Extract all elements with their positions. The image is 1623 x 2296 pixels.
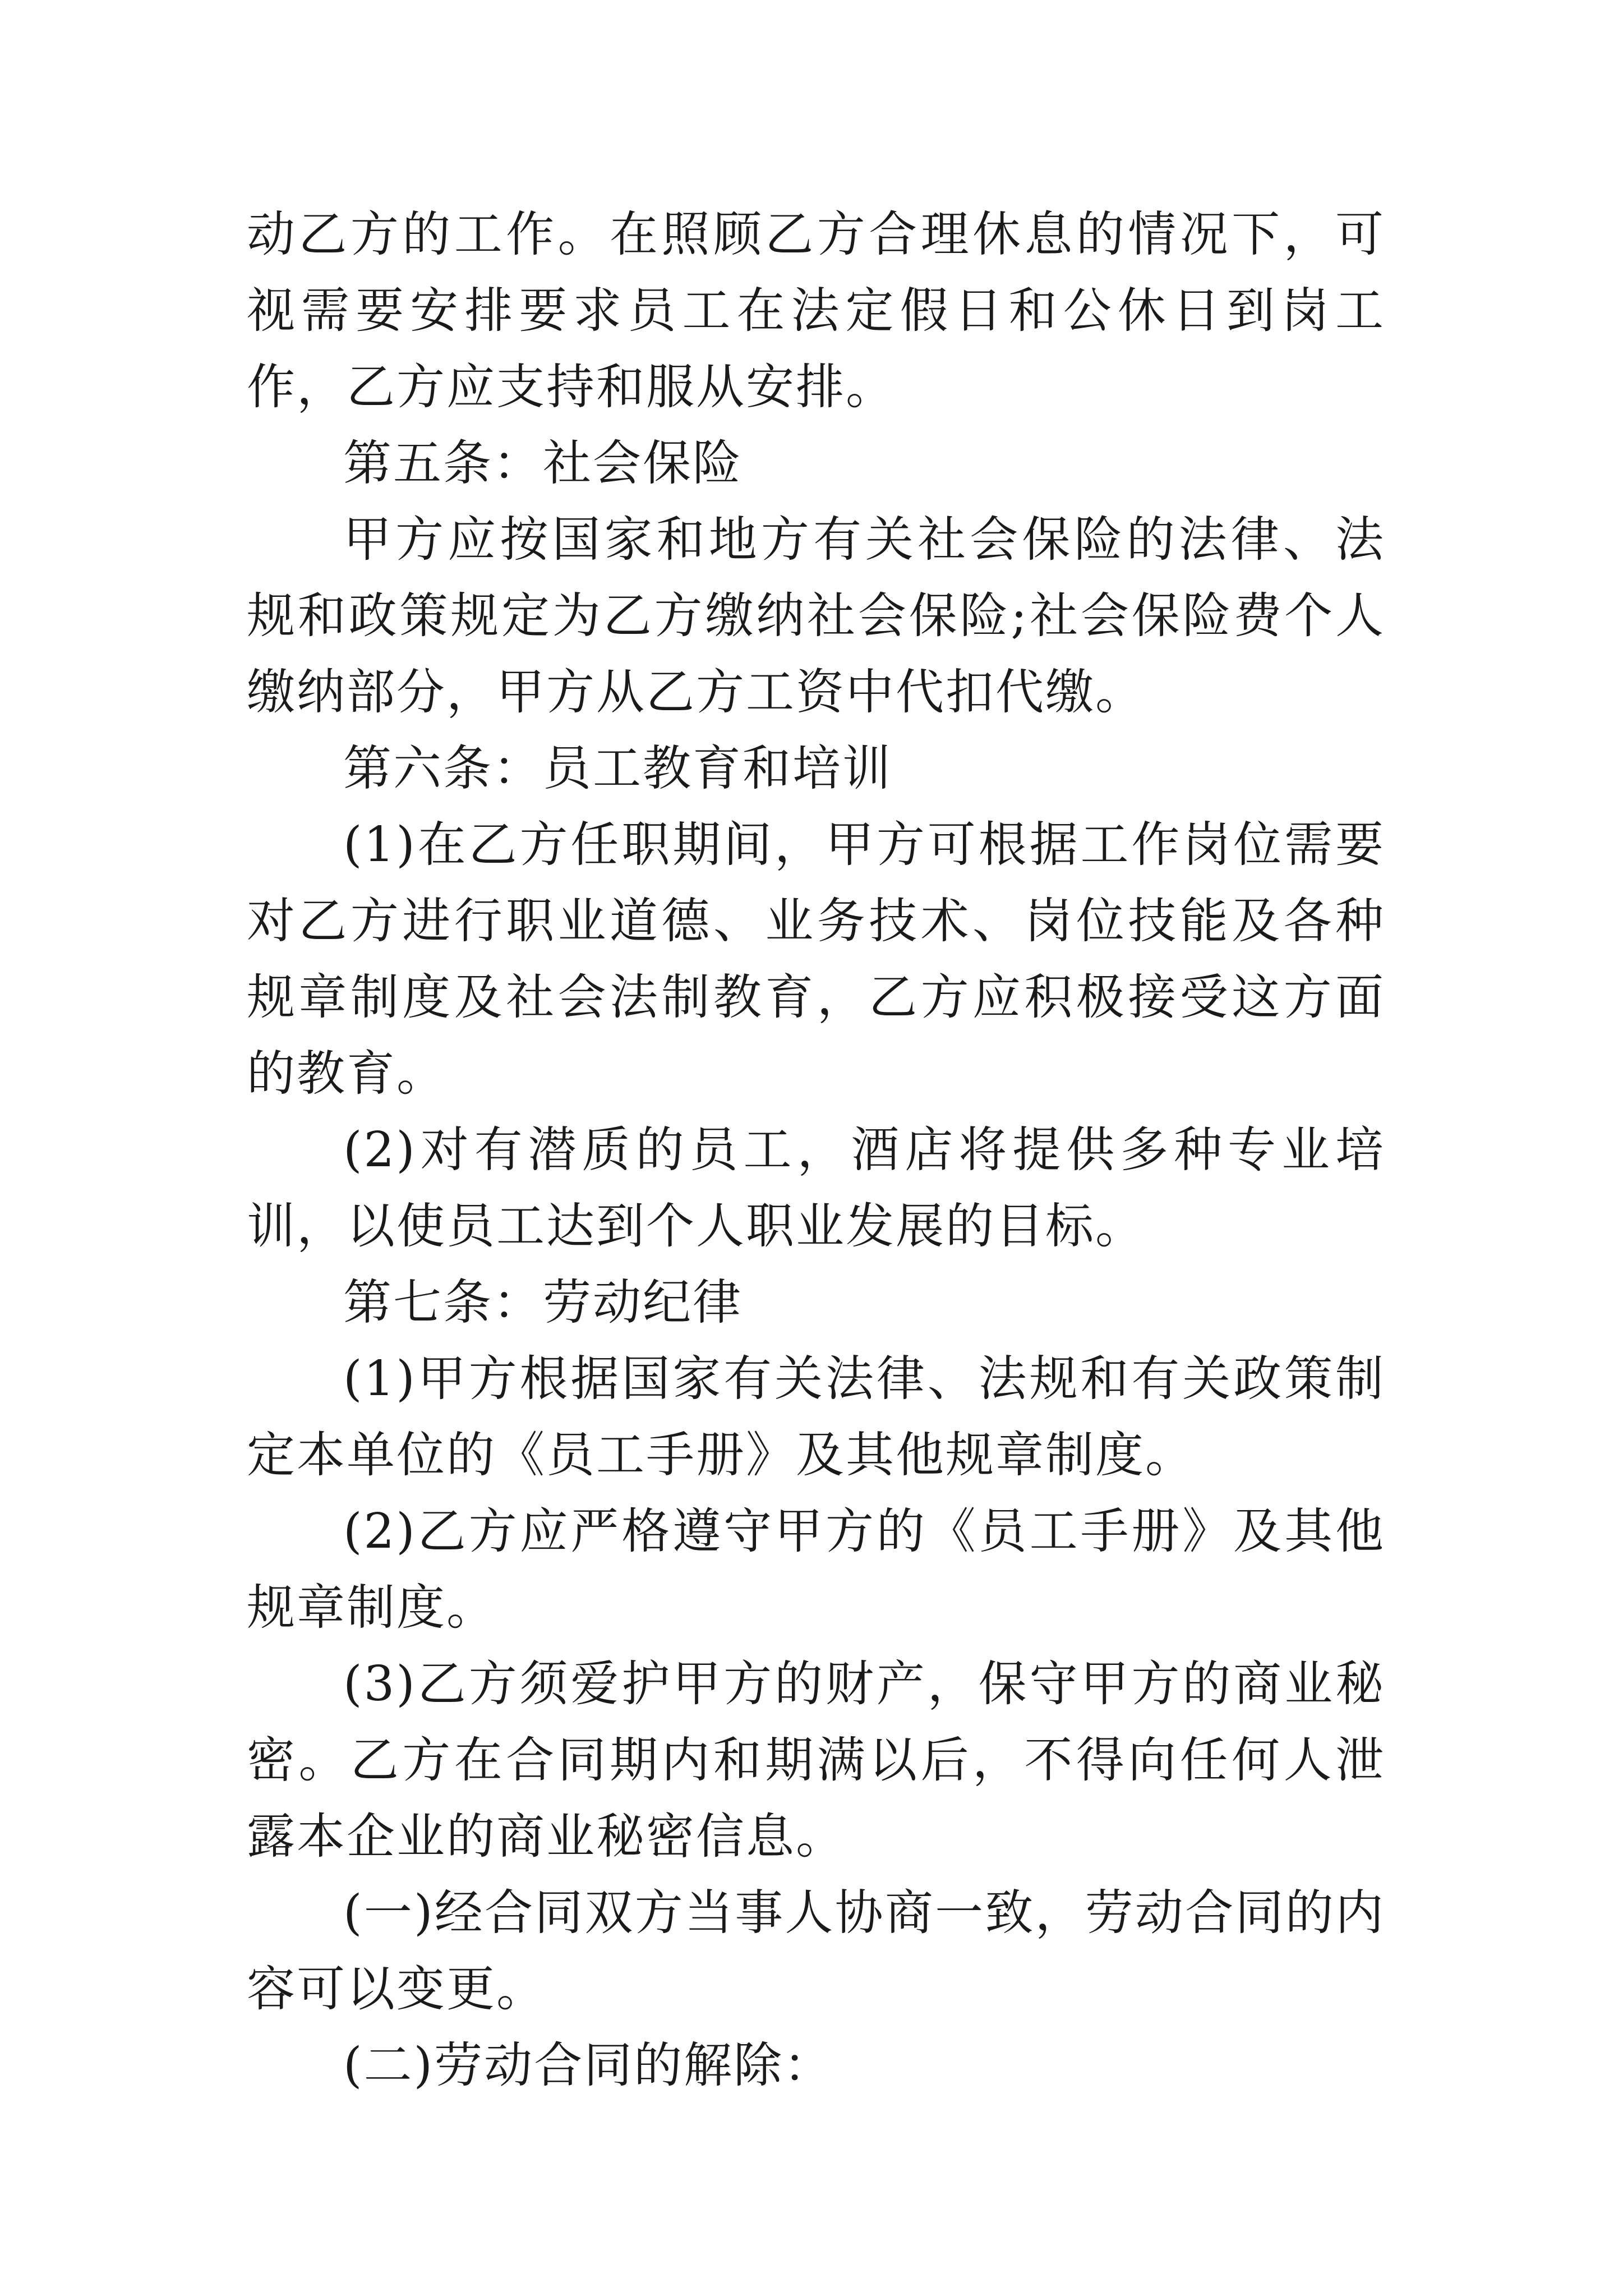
paragraph-contract-change: (一)经合同双方当事人协商一致，劳动合同的内容可以变更。 <box>247 1885 1385 2017</box>
paragraph-continuation: 动乙方的工作。在照顾乙方合理休息的情况下，可视需要安排要求员工在法定假日和公休日到岗工作，乙方应支持和服从安排。 <box>247 206 1385 415</box>
paragraph-training-2: (2)对有潜质的员工，酒店将提供多种专业培训，以使员工达到个人职业发展的目标。 <box>247 1122 1385 1254</box>
document-body <box>247 196 1385 2104</box>
paragraph-discipline-1: (1)甲方根据国家有关法律、法规和有关政策制定本单位的《员工手册》及其他规章制度。 <box>247 1351 1385 1483</box>
paragraph-contract-termination: (二)劳动合同的解除： <box>343 2037 834 2093</box>
heading-article-7: 第七条：劳动纪律 <box>343 1274 743 1331</box>
paragraph-social-insurance: 甲方应按国家和地方有关社会保险的法律、法规和政策规定为乙方缴纳社会保险;社会保险费个人缴纳部分，甲方从乙方工资中代扣代缴。 <box>247 512 1385 720</box>
paragraph-discipline-2: (2)乙方应严格遵守甲方的《员工手册》及其他规章制度。 <box>247 1503 1385 1636</box>
paragraph-discipline-3: (3)乙方须爱护甲方的财产，保守甲方的商业秘密。乙方在合同期内和期满以后，不得向任何人泄露本企业的商业秘密信息。 <box>247 1656 1385 1865</box>
heading-article-5: 第五条：社会保险 <box>343 435 743 491</box>
paragraph-training-1: (1)在乙方任职期间，甲方可根据工作岗位需要对乙方进行职业道德、业务技术、岗位技能及各种规章制度及社会法制教育，乙方应积极接受这方面的教育。 <box>247 817 1385 1102</box>
heading-article-6: 第六条：员工教育和培训 <box>343 740 892 797</box>
